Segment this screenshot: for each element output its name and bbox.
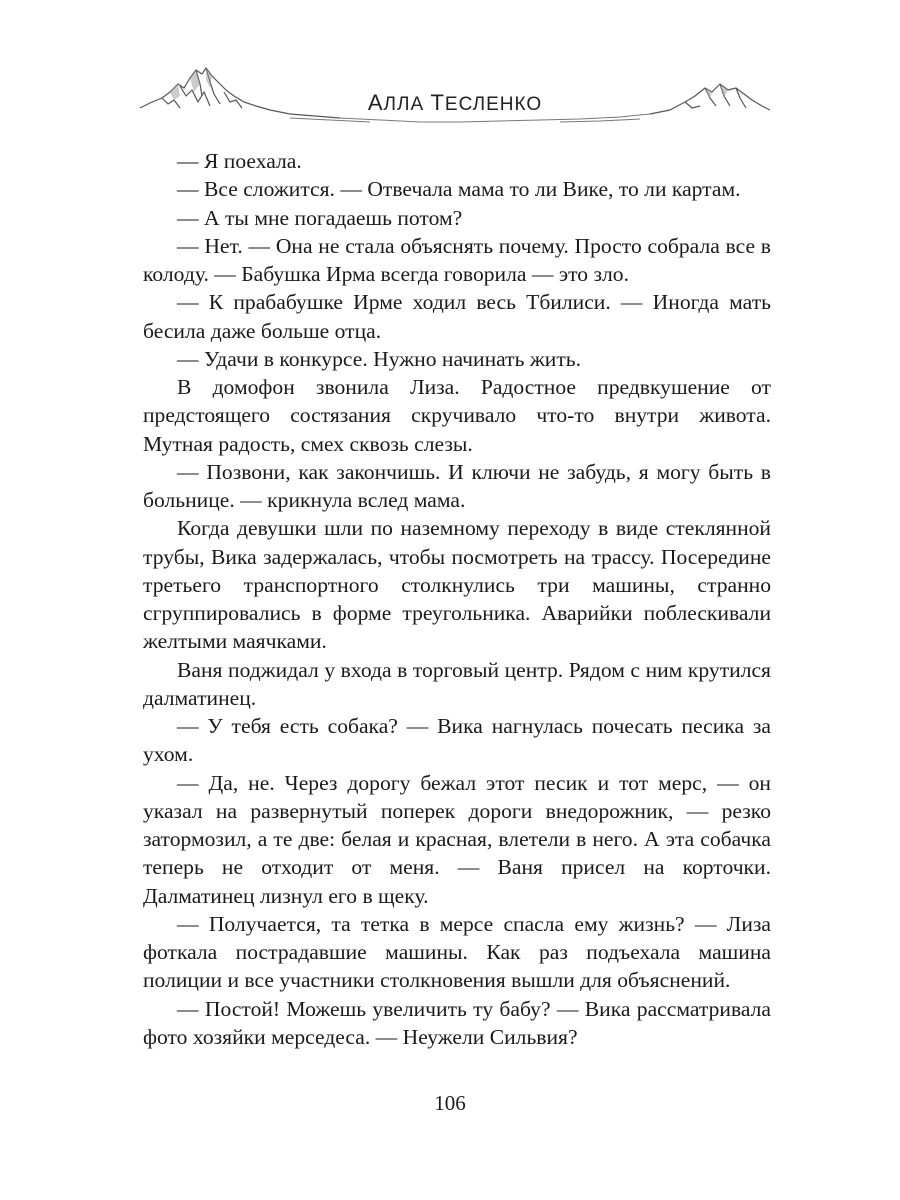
body-text: [143, 147, 771, 1051]
page-number: 106: [434, 1091, 466, 1115]
paragraph: Когда девушки шли по наземному переходу в виде стеклянной трубы, Вика задержалась, чтобы посмотреть на трассу. Посередине третьего транспортного столкнулись три машины, странно сгруппировались в форме треугольника. Аварийки поблескивали желтыми маячками.: [143, 516, 771, 654]
running-header-author: АЛЛА ТЕСЛЕНКО: [367, 90, 543, 115]
paragraph: — Нет. — Она не стала объяснять почему. Просто собрала все в колоду. — Бабушка Ирма всегда говорила — это зло.: [143, 233, 771, 286]
paragraph: — Я поехала.: [177, 149, 302, 173]
paragraph: — Удачи в конкурсе. Нужно начинать жить.: [177, 346, 582, 371]
paragraph: — Позвони, как закончишь. И ключи не забудь, я могу быть в больнице. — крикнула вслед мама.: [143, 459, 771, 512]
paragraph: — Все сложится. — Отвечала мама то ли Вике, то ли картам.: [177, 177, 741, 202]
paragraph: В домофон звонила Лиза. Радостное предвкушение от предстоящего состязания скручивало что-то внутри живота. Мутная радость, смех сквозь слезы.: [143, 375, 771, 456]
paragraph: — Да, не. Через дорогу бежал этот песик и тот мерс, — он указал на развернутый поперек дороги внедорожник, — резко затормозил, а те две: белая и красная, влетели в него. А эта собачка теперь не отходит от меня. — Ваня присел на корточки. Далматинец лизнул его в щеку.: [143, 770, 771, 908]
paragraph: — Получается, та тетка в мерсе спасла ему жизнь? — Лиза фоткала пострадавшие машины. Как раз подъехала машина полиции и все участники столкновения вышли для объяснений.: [143, 911, 771, 993]
paragraph: — Постой! Можешь увеличить ту бабу? — Вика рассматривала фото хозяйки мерседеса. — Неужели Сильвия?: [143, 996, 771, 1049]
paragraph: — А ты мне погадаешь потом?: [177, 205, 463, 230]
running-header: [140, 62, 770, 132]
paragraph: Ваня поджидал у входа в торговый центр. Рядом с ним крутился далматинец.: [143, 657, 771, 710]
paragraph: — У тебя есть собака? — Вика нагнулась почесать песика за ухом.: [143, 714, 771, 767]
paragraph: — К прабабушке Ирме ходил весь Тбилиси. — Иногда мать бесила даже больше отца.: [143, 290, 771, 343]
